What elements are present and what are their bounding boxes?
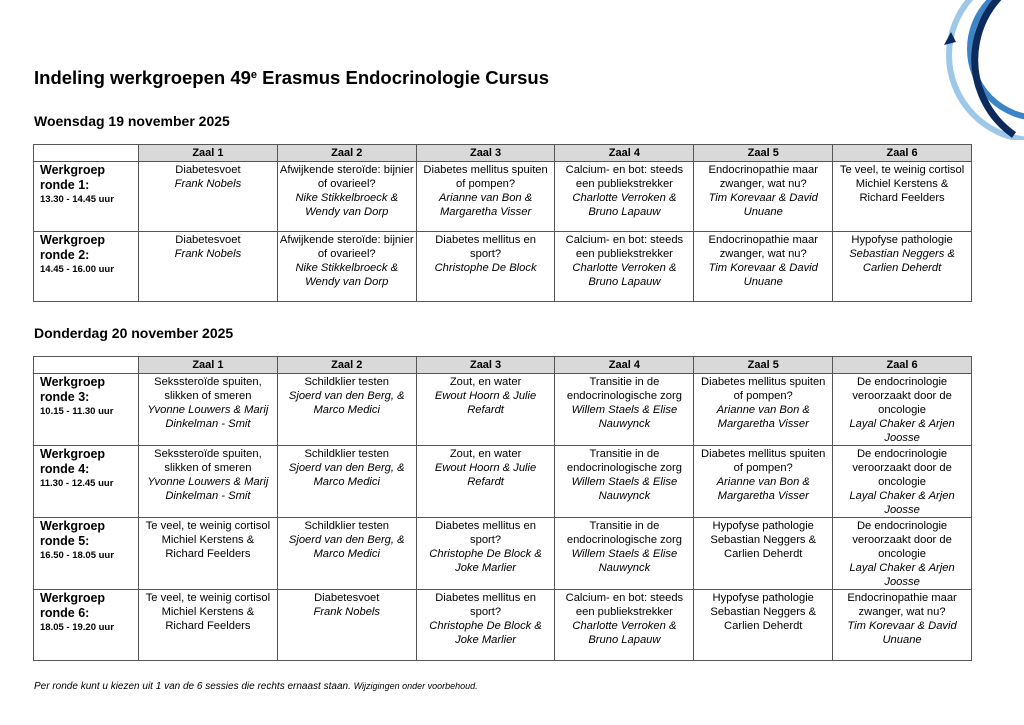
round-time: 16.50 - 18.05 uur xyxy=(40,550,114,561)
page-title: Indeling werkgroepen 49e Erasmus Endocrinologie Cursus xyxy=(34,67,549,88)
session-speaker: Sebastian Neggers & Carlien Deherdt xyxy=(710,606,817,632)
session-topic: Diabetes mellitus spuiten of pompen? xyxy=(701,448,826,474)
column-header-zaal-3: Zaal 3 xyxy=(416,145,555,162)
session-speaker: Tim Korevaar & David Unuane xyxy=(847,620,957,646)
session-topic: Calcium- en bot: steeds een publiekstrekker xyxy=(565,234,684,260)
session-cell xyxy=(694,590,833,661)
header-row xyxy=(34,357,972,374)
row-header xyxy=(34,446,139,518)
round-label: Werkgroep ronde 6: xyxy=(40,591,106,620)
logo-arcs-icon xyxy=(944,0,1024,140)
session-speaker: Charlotte Verroken & Bruno Lapauw xyxy=(572,620,677,646)
column-header-zaal-6: Zaal 6 xyxy=(833,145,972,162)
session-speaker: Layal Chaker & Arjen Joosse xyxy=(849,418,955,444)
session-speaker: Michiel Kerstens & Richard Feelders xyxy=(161,606,255,632)
session-cell xyxy=(694,232,833,302)
session-speaker: Willem Staels & Elise Nauwynck xyxy=(571,476,678,502)
row-header xyxy=(34,162,139,232)
session-cell xyxy=(139,518,278,590)
header-row xyxy=(34,145,972,162)
session-speaker: Ewout Hoorn & Julie Refardt xyxy=(434,390,537,416)
session-speaker: Frank Nobels xyxy=(174,178,242,190)
day-title-woensdag: Woensdag 19 november 2025 xyxy=(34,113,230,129)
session-speaker: Michiel Kerstens & Richard Feelders xyxy=(855,178,949,204)
table-row xyxy=(34,446,972,518)
session-topic: De endocrinologie veroorzaakt door de oncologie xyxy=(852,520,952,560)
session-topic: Schildklier testen xyxy=(304,520,390,532)
row-header xyxy=(34,518,139,590)
session-cell xyxy=(277,518,416,590)
session-topic: Zout, en water xyxy=(449,376,522,388)
column-header-zaal-6: Zaal 6 xyxy=(833,357,972,374)
session-speaker: Yvonne Louwers & Marij Dinkelman - Smit xyxy=(147,404,269,430)
session-cell xyxy=(555,374,694,446)
session-cell xyxy=(416,232,555,302)
table-row xyxy=(34,590,972,661)
session-speaker: Sjoerd van den Berg, & Marco Medici xyxy=(288,462,405,488)
column-header-zaal-5: Zaal 5 xyxy=(694,357,833,374)
session-cell xyxy=(555,232,694,302)
column-header-zaal-4: Zaal 4 xyxy=(555,145,694,162)
session-topic: Te veel, te weinig cortisol xyxy=(145,520,271,532)
table-row xyxy=(34,518,972,590)
session-cell xyxy=(833,162,972,232)
session-cell xyxy=(139,446,278,518)
session-speaker: Willem Staels & Elise Nauwynck xyxy=(571,404,678,430)
session-topic: Calcium- en bot: steeds een publiekstrekker xyxy=(565,164,684,190)
session-cell xyxy=(139,374,278,446)
column-header-zaal-3: Zaal 3 xyxy=(416,357,555,374)
session-topic: Endocrinopathie maar zwanger, wat nu? xyxy=(708,234,818,260)
schedule-table-donderdag xyxy=(33,356,972,661)
session-topic: Diabetes mellitus en sport? xyxy=(435,520,536,546)
session-cell xyxy=(277,232,416,302)
session-speaker: Charlotte Verroken & Bruno Lapauw xyxy=(572,262,677,288)
session-speaker: Sebastian Neggers & Carlien Deherdt xyxy=(710,534,817,560)
session-topic: Schildklier testen xyxy=(304,376,390,388)
session-speaker: Layal Chaker & Arjen Joosse xyxy=(849,490,955,516)
session-topic: De endocrinologie veroorzaakt door de oncologie xyxy=(852,448,952,488)
round-label: Werkgroep ronde 1: xyxy=(40,163,106,192)
session-cell xyxy=(833,518,972,590)
session-topic: Diabetesvoet xyxy=(175,164,241,176)
round-time: 13.30 - 14.45 uur xyxy=(40,194,114,205)
row-header xyxy=(34,374,139,446)
session-topic: Hypofyse pathologie xyxy=(851,234,953,246)
column-header-zaal-2: Zaal 2 xyxy=(277,145,416,162)
session-topic: Diabetes mellitus spuiten of pompen? xyxy=(423,164,548,190)
session-topic: Diabetes mellitus spuiten of pompen? xyxy=(701,376,826,402)
round-time: 11.30 - 12.45 uur xyxy=(40,478,114,489)
session-cell xyxy=(416,162,555,232)
session-topic: Diabetes mellitus en sport? xyxy=(435,234,536,260)
session-cell xyxy=(833,590,972,661)
session-cell xyxy=(416,590,555,661)
table-row xyxy=(34,374,972,446)
session-speaker: Sjoerd van den Berg, & Marco Medici xyxy=(288,534,405,560)
session-topic: Te veel, te weinig cortisol xyxy=(145,592,271,604)
session-speaker: Arianne van Bon & Margaretha Visser xyxy=(438,192,533,218)
session-speaker: Frank Nobels xyxy=(313,606,380,618)
round-label: Werkgroep ronde 2: xyxy=(40,233,106,262)
session-cell xyxy=(277,446,416,518)
column-header-zaal-5: Zaal 5 xyxy=(694,145,833,162)
session-topic: Diabetes mellitus en sport? xyxy=(435,592,536,618)
session-cell xyxy=(277,374,416,446)
session-speaker: Christophe De Block & Joke Marlier xyxy=(429,620,542,646)
round-label: Werkgroep ronde 5: xyxy=(40,519,106,548)
column-header-zaal-1: Zaal 1 xyxy=(139,357,278,374)
session-speaker: Michiel Kerstens & Richard Feelders xyxy=(161,534,255,560)
session-cell xyxy=(833,374,972,446)
session-speaker: Tim Korevaar & David Unuane xyxy=(708,262,818,288)
session-cell xyxy=(416,518,555,590)
session-topic: Sekssteroïde spuiten, slikken of smeren xyxy=(154,376,262,402)
session-speaker: Arianne van Bon & Margaretha Visser xyxy=(716,404,810,430)
session-cell xyxy=(694,162,833,232)
session-speaker: Nike Stikkelbroeck & Wendy van Dorp xyxy=(295,262,399,288)
day-title-donderdag: Donderdag 20 november 2025 xyxy=(34,325,234,341)
round-time: 14.45 - 16.00 uur xyxy=(40,264,114,275)
table-row xyxy=(34,162,972,232)
session-cell xyxy=(833,232,972,302)
session-cell xyxy=(277,162,416,232)
session-cell xyxy=(555,518,694,590)
session-topic: Endocrinopathie maar zwanger, wat nu? xyxy=(708,164,818,190)
column-header-zaal-1: Zaal 1 xyxy=(139,145,278,162)
column-header-blank xyxy=(34,357,139,374)
session-speaker: Christophe De Block & Joke Marlier xyxy=(429,548,542,574)
row-header xyxy=(34,232,139,302)
column-header-blank xyxy=(34,145,139,162)
column-header-zaal-4: Zaal 4 xyxy=(555,357,694,374)
session-topic: Afwijkende steroïde: bijnier of ovarieel? xyxy=(279,234,414,260)
session-cell xyxy=(139,232,278,302)
round-time: 18.05 - 19.20 uur xyxy=(40,622,114,633)
round-time: 10.15 - 11.30 uur xyxy=(40,406,114,417)
session-cell xyxy=(277,590,416,661)
session-cell xyxy=(555,162,694,232)
session-topic: Transitie in de endocrinologische zorg xyxy=(566,376,682,402)
session-topic: Zout, en water xyxy=(449,448,522,460)
session-speaker: Layal Chaker & Arjen Joosse xyxy=(849,562,955,588)
session-topic: Sekssteroïde spuiten, slikken of smeren xyxy=(154,448,262,474)
schedule-table-woensdag xyxy=(33,144,972,302)
session-topic: Transitie in de endocrinologische zorg xyxy=(566,520,682,546)
round-label: Werkgroep ronde 4: xyxy=(40,447,106,476)
session-topic: Transitie in de endocrinologische zorg xyxy=(566,448,682,474)
session-cell xyxy=(139,162,278,232)
session-speaker: Tim Korevaar & David Unuane xyxy=(708,192,818,218)
session-speaker: Nike Stikkelbroeck & Wendy van Dorp xyxy=(295,192,399,218)
session-speaker: Christophe De Block xyxy=(434,262,537,274)
session-speaker: Yvonne Louwers & Marij Dinkelman - Smit xyxy=(147,476,269,502)
session-cell xyxy=(694,518,833,590)
session-topic: Hypofyse pathologie xyxy=(712,592,814,604)
session-cell xyxy=(694,374,833,446)
session-speaker: Arianne van Bon & Margaretha Visser xyxy=(716,476,810,502)
session-topic: Afwijkende steroïde: bijnier of ovarieel? xyxy=(279,164,414,190)
session-cell xyxy=(555,446,694,518)
session-speaker: Charlotte Verroken & Bruno Lapauw xyxy=(572,192,677,218)
session-cell xyxy=(416,446,555,518)
session-speaker: Ewout Hoorn & Julie Refardt xyxy=(434,462,537,488)
session-cell xyxy=(139,590,278,661)
session-topic: De endocrinologie veroorzaakt door de oncologie xyxy=(852,376,952,416)
session-cell xyxy=(833,446,972,518)
column-header-zaal-2: Zaal 2 xyxy=(277,357,416,374)
session-speaker: Sjoerd van den Berg, & Marco Medici xyxy=(288,390,405,416)
session-topic: Calcium- en bot: steeds een publiekstrekker xyxy=(565,592,684,618)
session-speaker: Sebastian Neggers & Carlien Deherdt xyxy=(849,248,955,274)
round-label: Werkgroep ronde 3: xyxy=(40,375,106,404)
table-row xyxy=(34,232,972,302)
session-topic: Schildklier testen xyxy=(304,448,390,460)
session-cell xyxy=(694,446,833,518)
session-topic: Te veel, te weinig cortisol xyxy=(839,164,965,176)
session-topic: Diabetesvoet xyxy=(175,234,241,246)
session-topic: Endocrinopathie maar zwanger, wat nu? xyxy=(847,592,957,618)
session-speaker: Frank Nobels xyxy=(174,248,242,260)
session-speaker: Willem Staels & Elise Nauwynck xyxy=(571,548,678,574)
session-topic: Diabetesvoet xyxy=(314,592,380,604)
session-topic: Hypofyse pathologie xyxy=(712,520,814,532)
session-cell xyxy=(555,590,694,661)
session-cell xyxy=(416,374,555,446)
footnote: Per ronde kunt u kiezen uit 1 van de 6 sessies die rechts ernaast staan. Wijzigingen onder voorbehoud. xyxy=(34,681,478,692)
row-header xyxy=(34,590,139,661)
